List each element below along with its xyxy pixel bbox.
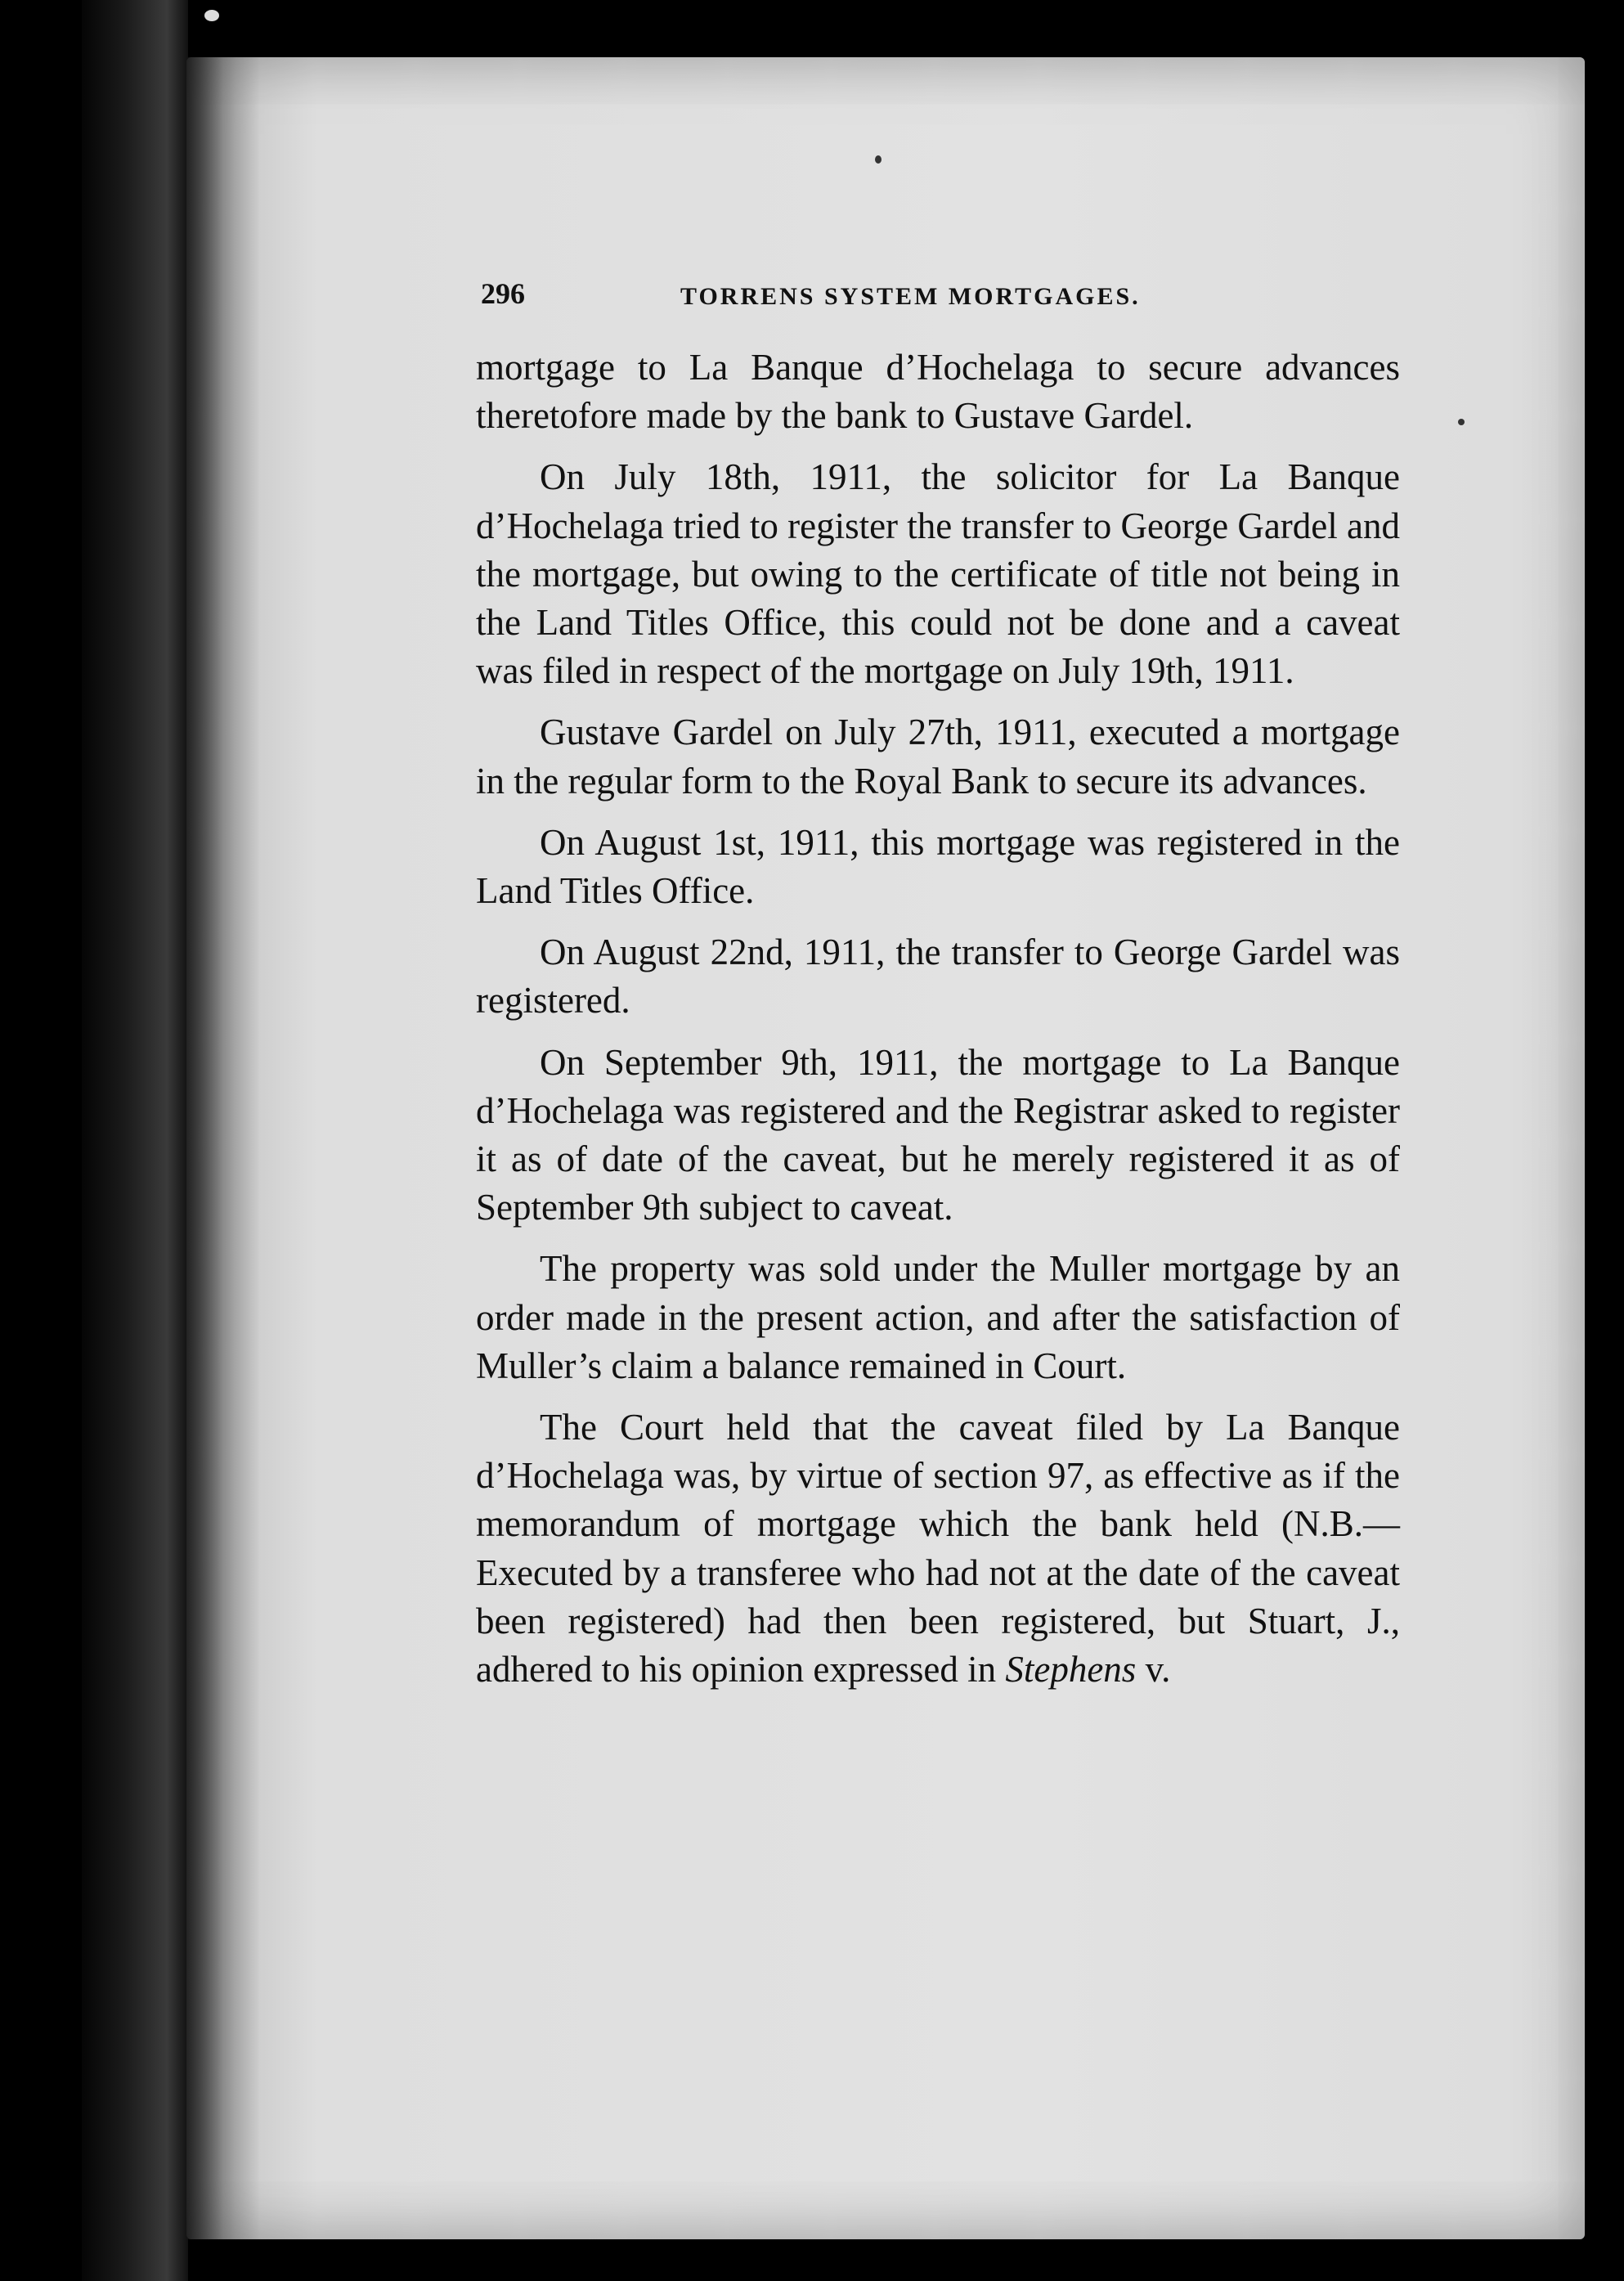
case-name-suffix: v.: [1136, 1649, 1171, 1691]
paragraph: The property was sold under the Muller mortgage by an order made in the present action, and after the satisfaction of Muller’s claim a balance remained in Court.: [476, 1248, 1400, 1386]
paragraph-last: [476, 1403, 1400, 1694]
page-body: [476, 343, 1400, 1707]
scan-speck: [1458, 419, 1465, 425]
running-title: TORRENS SYSTEM MORTGAGES.: [680, 283, 1141, 310]
scan-speck: [875, 155, 882, 164]
paragraph: On August 1st, 1911, this mortgage was registered in the Land Titles Office.: [476, 821, 1400, 912]
paragraph: Gustave Gardel on July 27th, 1911, executed a mortgage in the regular form to the Royal Bank to secure its advances.: [476, 712, 1400, 801]
paragraph: On July 18th, 1911, the solicitor for La Banque d’Hochelaga tried to register the transfer to George Gardel and the mortgage, but owing to the certificate of title not being in the Land Titles Office, this could not be done and a caveat was filed in respect of the mortgage on July 19th, 1911.: [476, 456, 1400, 692]
scan-speck: [204, 10, 219, 21]
page-number: 296: [481, 277, 525, 310]
page-header: [476, 276, 1294, 326]
paragraph: On August 22nd, 1911, the transfer to George Gardel was registered.: [476, 932, 1400, 1022]
case-name: Stephens: [1005, 1649, 1137, 1691]
book-binding-edge: [82, 0, 188, 2281]
paragraph: On September 9th, 1911, the mortgage to La Banque d’Hochelaga was registered and the Registrar asked to register it as of date of the caveat, but he merely registered it as of September 9th subject to caveat.: [476, 1041, 1400, 1228]
paragraph-text: The Court held that the caveat filed by La Banque d’Hochelaga was, by virtue of section 97, as effective as if the memorandum of mortgage which the bank held (N.B.—Executed by a transferee who had not at the date of the caveat been registered) had then been registered, but Stuart, J., adhered to his opinion expressed in: [476, 1407, 1400, 1691]
paragraph: mortgage to La Banque d’Hochelaga to secure advances theretofore made by the bank to Gustave Gardel.: [476, 347, 1400, 437]
gutter-shadow: [186, 57, 260, 2239]
